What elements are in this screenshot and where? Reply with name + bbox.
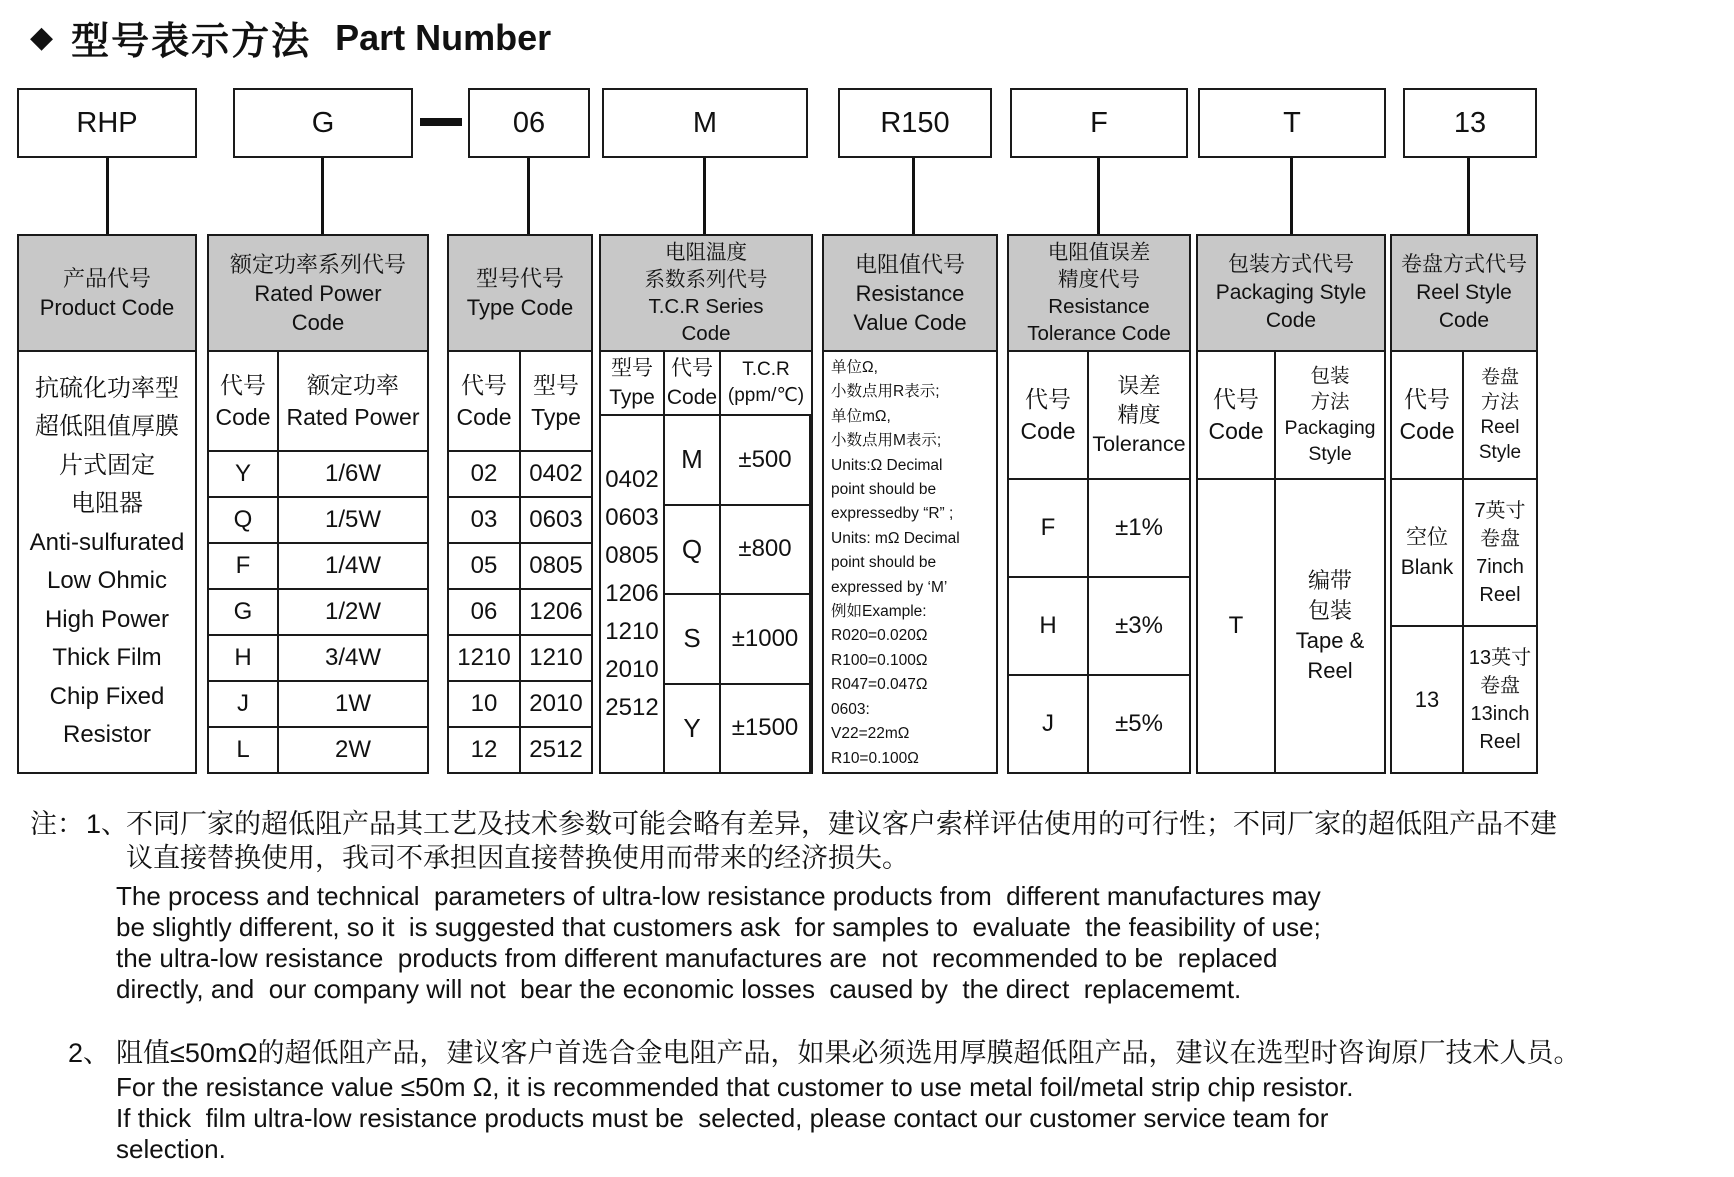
value-cell: 13英寸 卷盘 13inch Reel xyxy=(1468,646,1532,753)
table-row xyxy=(209,498,427,544)
table-row xyxy=(449,682,591,728)
note-1-chinese: 不同厂家的超低阻产品其工艺及技术参数可能会略有差异，建议客户索样评估使用的可行性；不同厂家的超低阻产品不建 议直接替换使用，我司不承担因直接替换使用而带来的经济损失。 xyxy=(126,809,1557,873)
value-cell: 0402 xyxy=(529,460,583,487)
code-cell: 1210 xyxy=(449,636,521,680)
value-cell: ±500 xyxy=(721,416,811,504)
notes-section xyxy=(30,807,1722,1165)
value-cell: 1/5W xyxy=(324,506,381,533)
value-cell: ±1000 xyxy=(721,595,811,683)
code-cell: Y xyxy=(209,452,279,496)
code-cell: H xyxy=(1009,578,1089,674)
product-code-table xyxy=(17,234,197,774)
connector-line xyxy=(912,158,915,234)
table-row xyxy=(1392,627,1536,772)
connector-line xyxy=(1467,158,1470,234)
dash-separator xyxy=(420,118,462,126)
column-header-packaging-style: 包装 方法 Packaging Style xyxy=(1284,365,1376,465)
value-cell: ±800 xyxy=(721,506,811,594)
note-2-chinese: 阻值≤50mΩ的超低阻产品，建议客户首选合金电阻产品，如果必须选用厚膜超低阻产品，建议在选型时咨询原厂技术人员。 xyxy=(116,1038,1581,1068)
table-row xyxy=(1009,578,1189,676)
table-row xyxy=(209,544,427,590)
column-header-rated-power: 额定功率 Rated Power xyxy=(286,372,420,430)
value-cell: 1W xyxy=(335,690,371,717)
resistance-value-table xyxy=(822,234,998,774)
connector-line xyxy=(703,158,706,234)
table-row xyxy=(449,590,591,636)
code-cell: 05 xyxy=(449,544,521,588)
page-title-zh: 型号表示方法 xyxy=(71,21,312,63)
column-header-tcr: T.C.R (ppm/℃) xyxy=(727,359,805,406)
table-row xyxy=(209,636,427,682)
table-row xyxy=(209,682,427,728)
column-header-code: 代号 Code xyxy=(449,352,521,450)
column-header-code: 代号 Code xyxy=(1392,352,1464,478)
code-cell: 02 xyxy=(449,452,521,496)
part-segment-product: RHP xyxy=(17,88,197,158)
part-segment-tcr: M xyxy=(602,88,808,158)
note-label: 注： xyxy=(30,809,84,839)
table-row xyxy=(449,544,591,590)
code-cell: T xyxy=(1198,480,1276,772)
tcr-type-list: 0402 0603 0805 1206 1210 2010 2512 xyxy=(601,416,665,772)
note-1-english: The process and technical parameters of ultra-low resistance products from different manufactures may be slightly different, so it is suggested that customers ask for samples to evaluate the feasibility of use; the ultra-low resistance products from different manufactures are not recommended to be replaced directly, and our company will not bear the economic losses caused by the direct replacememt. xyxy=(116,881,1321,1004)
resistance-value-header: 电阻值代号 Resistance Value Code xyxy=(824,236,996,352)
connector-line xyxy=(106,158,109,234)
code-cell: F xyxy=(209,544,279,588)
packaging-style-header: 包装方式代号 Packaging Style Code xyxy=(1198,236,1384,352)
column-header-code: 代号 Code xyxy=(665,352,721,414)
table-row xyxy=(1009,676,1189,772)
part-segment-reel: 13 xyxy=(1403,88,1537,158)
column-header-reel-style: 卷盘 方法 Reel Style xyxy=(1478,367,1522,463)
page-title-en: Part Number xyxy=(335,16,552,58)
column-header-code: 代号 Code xyxy=(1198,352,1276,478)
table-row xyxy=(1392,480,1536,627)
value-cell: 0805 xyxy=(529,552,583,579)
code-cell: F xyxy=(1009,480,1089,576)
resistance-value-description: 单位Ω, 小数点用R表示; 单位mΩ, 小数点用M表示; Units:Ω Decimal point should be expressedby “R” ; Units: mΩ Decimal point should be expressed by ‘M’ 例如Example: R020=0.020Ω R100=0.100Ω R047=0.047Ω 0603: V22=22mΩ R10=0.100Ω xyxy=(831,359,960,767)
part-segment-power: G xyxy=(233,88,413,158)
code-cell: Q xyxy=(665,506,721,594)
connector-line xyxy=(1290,158,1293,234)
reel-style-header: 卷盘方式代号 Reel Style Code xyxy=(1392,236,1536,352)
value-cell: 2512 xyxy=(529,736,583,763)
type-code-header: 型号代号 Type Code xyxy=(449,236,591,352)
reel-style-table xyxy=(1390,234,1538,774)
code-cell: 13 xyxy=(1392,627,1464,772)
table-row xyxy=(449,498,591,544)
table-row xyxy=(449,636,591,682)
column-header-code: 代号 Code xyxy=(209,352,279,450)
table-row xyxy=(209,728,427,772)
column-header-code: 代号 Code xyxy=(1009,352,1089,478)
part-segment-type: 06 xyxy=(468,88,590,158)
code-cell: G xyxy=(209,590,279,634)
code-cell: 06 xyxy=(449,590,521,634)
value-cell: ±1% xyxy=(1115,514,1163,541)
note-1-number: 1、 xyxy=(86,809,129,839)
code-cell: L xyxy=(209,728,279,772)
product-code-description: 抗硫化功率型 超低阻值厚膜 片式固定 电阻器 Anti-sulfurated Low Ohmic High Power Thick Film Chip Fixed Resistor xyxy=(29,374,185,748)
connector-line xyxy=(527,158,530,234)
part-segment-packaging: T xyxy=(1198,88,1386,158)
column-header-type: 型号 Type xyxy=(601,352,665,414)
diamond-icon: ◆ xyxy=(30,21,54,54)
value-cell: 1/2W xyxy=(324,598,381,625)
value-cell: 0603 xyxy=(529,506,583,533)
note-2 xyxy=(68,1036,1722,1070)
table-row xyxy=(665,595,811,685)
value-cell: 1210 xyxy=(529,644,583,671)
part-segment-resistance: R150 xyxy=(838,88,992,158)
value-cell: ±3% xyxy=(1115,612,1163,639)
column-header-tolerance: 误差 精度 Tolerance xyxy=(1092,373,1186,456)
code-cell: Q xyxy=(209,498,279,542)
code-cell: 空位 Blank xyxy=(1392,480,1464,625)
part-segment-tolerance: F xyxy=(1010,88,1188,158)
product-code-header: 产品代号 Product Code xyxy=(19,236,195,352)
value-cell: 1/4W xyxy=(324,552,381,579)
value-cell: 编带 包装 Tape & Reel xyxy=(1295,568,1365,683)
rated-power-table xyxy=(207,234,429,774)
code-cell: H xyxy=(209,636,279,680)
value-cell: 1206 xyxy=(529,598,583,625)
code-cell: J xyxy=(1009,676,1089,772)
value-cell: ±5% xyxy=(1115,710,1163,737)
connector-line xyxy=(1097,158,1100,234)
code-cell: M xyxy=(665,416,721,504)
code-cell: 03 xyxy=(449,498,521,542)
type-code-table xyxy=(447,234,593,774)
code-cell: S xyxy=(665,595,721,683)
table-row xyxy=(665,416,811,506)
note-1 xyxy=(30,807,1722,875)
connector-line xyxy=(321,158,324,234)
rated-power-header: 额定功率系列代号 Rated Power Code xyxy=(209,236,427,352)
code-cell: J xyxy=(209,682,279,726)
table-row xyxy=(209,452,427,498)
value-cell: ±1500 xyxy=(721,685,811,773)
code-cell: Y xyxy=(665,685,721,773)
tcr-series-table xyxy=(599,234,813,774)
code-cell: 12 xyxy=(449,728,521,772)
value-cell: 3/4W xyxy=(324,644,381,671)
note-2-english: For the resistance value ≤50m Ω, it is recommended that customer to use metal foil/metal strip chip resistor. If thick film ultra-low resistance products must be selected, please contact our customer service team for selection. xyxy=(116,1072,1354,1164)
tolerance-table xyxy=(1007,234,1191,774)
table-row xyxy=(209,590,427,636)
value-cell: 7英寸 卷盘 7inch Reel xyxy=(1474,499,1526,606)
column-header-type: 型号 Type xyxy=(531,372,581,430)
table-row xyxy=(449,452,591,498)
value-cell: 2W xyxy=(335,736,371,763)
table-row xyxy=(1009,480,1189,578)
page-title xyxy=(30,10,551,65)
code-cell: 10 xyxy=(449,682,521,726)
table-row xyxy=(665,685,811,773)
note-2-number: 2、 xyxy=(68,1038,111,1068)
table-row xyxy=(449,728,591,772)
packaging-style-table xyxy=(1196,234,1386,774)
value-cell: 2010 xyxy=(529,690,583,717)
table-row xyxy=(1198,480,1384,772)
tcr-series-header: 电阻温度 系数系列代号 T.C.R Series Code xyxy=(601,236,811,352)
value-cell: 1/6W xyxy=(324,460,381,487)
table-row xyxy=(665,506,811,596)
tolerance-header: 电阻值误差 精度代号 Resistance Tolerance Code xyxy=(1009,236,1189,352)
